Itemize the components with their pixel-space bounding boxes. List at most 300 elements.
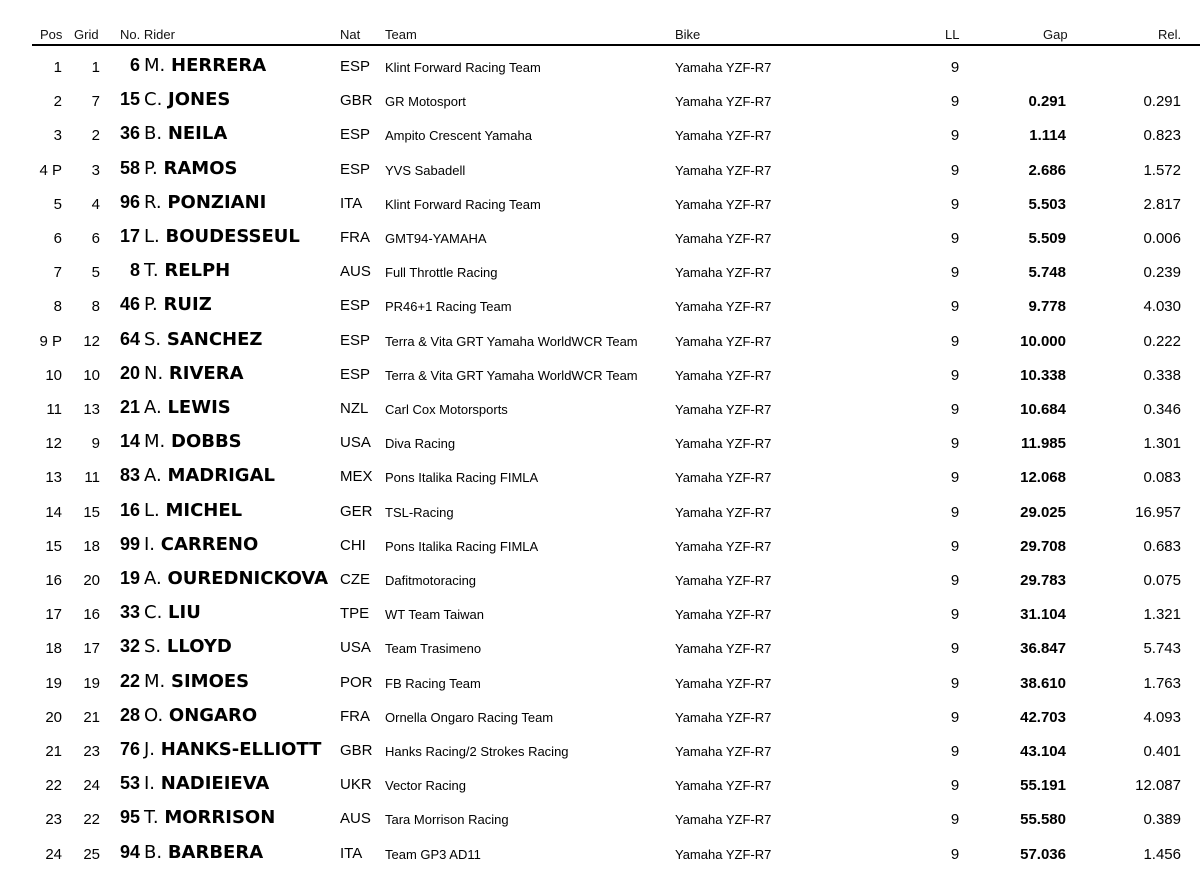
- rider-name: [144, 807, 275, 828]
- rider-name: [144, 158, 237, 179]
- table-row: [0, 187, 1200, 221]
- rider-surname: JONES: [168, 89, 231, 111]
- rider-number: 94: [119, 841, 140, 862]
- rider-initial: C.: [144, 89, 163, 111]
- table-row: [0, 255, 1200, 289]
- team-cell: Dafitmotoracing: [385, 573, 477, 588]
- grid-cell: 18: [83, 537, 100, 555]
- bike-cell: Yamaha YZF-R7: [675, 333, 772, 349]
- grid-cell: 3: [91, 161, 100, 179]
- table-row: [0, 324, 1200, 358]
- bike-cell: Yamaha YZF-R7: [675, 436, 772, 452]
- results-table-header: [0, 20, 1200, 46]
- rider-name: [144, 397, 231, 418]
- table-row: [0, 392, 1200, 426]
- bike-cell: Yamaha YZF-R7: [675, 846, 772, 862]
- grid-cell: 21: [83, 708, 100, 726]
- table-row: [0, 666, 1200, 700]
- rider-number: 46: [119, 294, 140, 315]
- position-cell: 22: [45, 777, 62, 795]
- rider-initial: A.: [144, 397, 162, 418]
- grid-cell: 23: [83, 743, 100, 760]
- rider-surname: BARBERA: [167, 841, 264, 863]
- gap-cell: 10.000: [1020, 332, 1066, 350]
- laps-led-cell: 9: [950, 674, 960, 692]
- laps-led-cell: 9: [950, 845, 960, 863]
- rider-surname: ONGARO: [168, 704, 258, 726]
- rider-name: [144, 773, 269, 794]
- rider-name: [144, 465, 275, 486]
- table-row: [0, 495, 1200, 529]
- relative-gap-cell: 1.572: [1143, 161, 1181, 179]
- nationality-cell: MEX: [340, 468, 373, 486]
- laps-led-cell: 9: [950, 537, 960, 555]
- relative-gap-cell: 1.321: [1143, 606, 1181, 624]
- position-cell: 23: [45, 811, 62, 829]
- rider-initial: I.: [144, 773, 156, 795]
- table-row: [0, 426, 1200, 460]
- relative-gap-cell: 0.291: [1143, 93, 1181, 111]
- rider-initial: N.: [144, 362, 164, 384]
- relative-gap-cell: 0.239: [1143, 264, 1181, 282]
- position-cell: 2: [53, 93, 62, 111]
- header-grid: Grid: [74, 27, 99, 42]
- header-ll: LL: [945, 27, 960, 42]
- position-cell: 8: [53, 298, 62, 316]
- bike-cell: Yamaha YZF-R7: [675, 812, 772, 828]
- gap-cell: 38.610: [1020, 674, 1066, 692]
- rider-initial: M.: [144, 55, 166, 76]
- rider-number: 58: [119, 157, 140, 178]
- gap-cell: 42.703: [1020, 708, 1066, 726]
- team-cell: Pons Italika Racing FIMLA: [385, 470, 539, 486]
- relative-gap-cell: 0.823: [1143, 127, 1181, 145]
- table-row: [0, 837, 1200, 871]
- bike-cell: Yamaha YZF-R7: [675, 709, 772, 725]
- grid-cell: 8: [91, 298, 100, 316]
- gap-cell: 2.686: [1028, 161, 1066, 179]
- position-cell: 7: [53, 264, 62, 282]
- nationality-cell: FRA: [340, 229, 370, 246]
- rider-number: 76: [119, 739, 140, 759]
- team-cell: Diva Racing: [385, 436, 456, 452]
- team-cell: GMT94-YAMAHA: [385, 231, 487, 246]
- rider-name: [144, 123, 227, 144]
- rider-number: 53: [119, 773, 140, 794]
- nationality-cell: ESP: [340, 58, 371, 75]
- rider-name: [144, 636, 232, 657]
- table-row: [0, 221, 1200, 255]
- grid-cell: 12: [83, 332, 100, 350]
- rider-name: [144, 602, 201, 623]
- rider-name: [144, 260, 230, 281]
- relative-gap-cell: 0.222: [1143, 332, 1181, 350]
- relative-gap-cell: 12.087: [1135, 777, 1181, 795]
- laps-led-cell: 9: [950, 469, 960, 487]
- grid-cell: 16: [83, 606, 100, 624]
- team-cell: Vector Racing: [385, 778, 466, 794]
- header-rel: Rel.: [1158, 27, 1182, 42]
- bike-cell: Yamaha YZF-R7: [675, 504, 772, 520]
- rider-name: [144, 329, 262, 350]
- rider-initial: R.: [144, 191, 162, 213]
- grid-cell: 7: [91, 93, 100, 111]
- rider-number: 83: [119, 465, 140, 486]
- grid-cell: 4: [91, 195, 100, 213]
- grid-cell: 20: [83, 572, 100, 589]
- laps-led-cell: 9: [950, 401, 960, 418]
- nationality-cell: UKR: [340, 776, 372, 794]
- bike-cell: Yamaha YZF-R7: [675, 367, 772, 383]
- rider-name: [144, 363, 244, 384]
- laps-led-cell: 9: [950, 161, 960, 179]
- nationality-cell: ESP: [340, 331, 371, 349]
- rider-number: 28: [119, 704, 140, 725]
- position-cell: 17: [45, 606, 62, 624]
- gap-cell: 10.338: [1020, 366, 1066, 384]
- rider-initial: T.: [144, 807, 159, 829]
- nationality-cell: ESP: [340, 160, 371, 178]
- team-cell: Ampito Crescent Yamaha: [385, 128, 532, 144]
- bike-cell: Yamaha YZF-R7: [675, 128, 772, 144]
- rider-initial: I.: [144, 533, 156, 555]
- gap-cell: 31.104: [1020, 606, 1066, 624]
- rider-surname: RIVERA: [168, 362, 244, 384]
- rider-initial: J.: [144, 739, 156, 760]
- position-cell: 6: [53, 230, 62, 247]
- rider-name: [144, 192, 266, 213]
- rider-surname: PONZIANI: [167, 191, 267, 213]
- rider-surname: CARRENO: [160, 533, 259, 555]
- relative-gap-cell: 0.338: [1143, 366, 1181, 384]
- team-cell: GR Motosport: [385, 94, 466, 110]
- grid-cell: 5: [91, 264, 100, 282]
- position-cell: 12: [45, 435, 62, 453]
- header-pos: Pos: [40, 27, 63, 42]
- rider-initial: O.: [144, 704, 164, 726]
- rider-surname: RELPH: [164, 260, 231, 282]
- table-row: [0, 631, 1200, 665]
- bike-cell: Yamaha YZF-R7: [675, 675, 772, 691]
- team-cell: Klint Forward Racing Team: [385, 60, 541, 75]
- team-cell: PR46+1 Racing Team: [385, 299, 512, 315]
- rider-initial: B.: [144, 123, 163, 145]
- rider-number: 6: [129, 55, 140, 75]
- nationality-cell: AUS: [340, 263, 371, 281]
- position-cell: 10: [45, 366, 62, 384]
- team-cell: Hanks Racing/2 Strokes Racing: [385, 744, 569, 759]
- relative-gap-cell: 1.456: [1143, 845, 1181, 863]
- bike-cell: Yamaha YZF-R7: [675, 402, 772, 417]
- gap-cell: 29.708: [1020, 537, 1066, 555]
- header-nat: Nat: [340, 27, 361, 42]
- bike-cell: Yamaha YZF-R7: [675, 162, 772, 178]
- position-cell: 20: [45, 708, 62, 726]
- rider-name: [144, 500, 242, 521]
- rider-surname: OUREDNICKOVA: [167, 568, 329, 589]
- nationality-cell: ESP: [340, 365, 371, 383]
- table-row: [0, 734, 1200, 768]
- position-cell: 1: [53, 59, 62, 76]
- gap-cell: 11.985: [1020, 435, 1066, 453]
- position-cell: 3: [53, 127, 62, 145]
- grid-cell: 2: [91, 127, 100, 145]
- bike-cell: Yamaha YZF-R7: [675, 196, 772, 212]
- team-cell: Terra & Vita GRT Yamaha WorldWCR Team: [385, 333, 638, 349]
- rider-name: [144, 739, 321, 760]
- relative-gap-cell: 0.006: [1143, 230, 1181, 247]
- rider-name: [144, 705, 257, 726]
- laps-led-cell: 9: [950, 230, 960, 247]
- team-cell: Ornella Ongaro Racing Team: [385, 709, 554, 725]
- bike-cell: Yamaha YZF-R7: [675, 470, 772, 486]
- relative-gap-cell: 4.030: [1143, 298, 1181, 316]
- gap-cell: 1.114: [1029, 127, 1066, 145]
- relative-gap-cell: 0.683: [1143, 537, 1181, 555]
- gap-cell: 29.025: [1020, 503, 1066, 521]
- gap-cell: 12.068: [1020, 469, 1066, 487]
- relative-gap-cell: 0.075: [1143, 572, 1181, 589]
- rider-number: 16: [119, 499, 140, 520]
- nationality-cell: USA: [340, 639, 371, 657]
- nationality-cell: ITA: [340, 194, 363, 212]
- nationality-cell: CHI: [340, 536, 366, 554]
- rider-surname: MADRIGAL: [167, 465, 275, 487]
- table-row: [0, 153, 1200, 187]
- grid-cell: 13: [83, 401, 100, 418]
- rider-initial: P.: [144, 157, 158, 179]
- grid-cell: 10: [83, 366, 100, 384]
- gap-cell: 55.191: [1020, 777, 1066, 795]
- table-row: [0, 529, 1200, 563]
- team-cell: TSL-Racing: [385, 504, 454, 520]
- rider-name: [144, 671, 249, 692]
- position-cell: 16: [45, 572, 62, 589]
- laps-led-cell: 9: [950, 298, 960, 316]
- rider-initial: A.: [144, 568, 162, 589]
- rider-number: 64: [119, 328, 140, 349]
- nationality-cell: TPE: [340, 605, 370, 623]
- rider-initial: S.: [144, 328, 162, 350]
- rider-surname: NEILA: [167, 123, 228, 145]
- rider-initial: C.: [144, 602, 163, 624]
- table-row: [0, 358, 1200, 392]
- laps-led-cell: 9: [950, 811, 960, 829]
- rider-surname: SIMOES: [171, 670, 250, 692]
- rider-initial: L.: [144, 499, 160, 521]
- position-cell: 13: [45, 469, 62, 487]
- rider-number: 20: [119, 362, 140, 383]
- position-cell: 5: [53, 195, 62, 213]
- position-cell: 24: [45, 845, 62, 863]
- rider-surname: BOUDESSEUL: [165, 226, 300, 247]
- gap-cell: 43.104: [1020, 743, 1066, 760]
- relative-gap-cell: 0.401: [1143, 743, 1181, 760]
- gap-cell: 36.847: [1020, 640, 1066, 658]
- rider-number: 95: [119, 807, 140, 828]
- rider-number: 33: [119, 602, 140, 623]
- laps-led-cell: 9: [950, 606, 960, 624]
- table-row: [0, 50, 1200, 84]
- grid-cell: 15: [83, 503, 100, 521]
- rider-number: 14: [119, 431, 140, 452]
- laps-led-cell: 9: [950, 743, 960, 760]
- rider-initial: P.: [144, 294, 158, 316]
- bike-cell: Yamaha YZF-R7: [675, 299, 772, 315]
- rider-surname: MICHEL: [165, 499, 243, 521]
- team-cell: FB Racing Team: [385, 675, 481, 691]
- team-cell: Team Trasimeno: [385, 641, 482, 657]
- rider-surname: RUIZ: [163, 294, 212, 316]
- rider-name: [144, 226, 300, 247]
- relative-gap-cell: 0.346: [1143, 401, 1181, 418]
- rider-number: 15: [119, 89, 140, 110]
- position-cell: 15: [45, 537, 62, 555]
- nationality-cell: NZL: [340, 400, 369, 417]
- rider-initial: S.: [144, 636, 162, 658]
- nationality-cell: ITA: [340, 844, 363, 862]
- gap-cell: 5.748: [1028, 264, 1066, 282]
- rider-name: [144, 55, 266, 76]
- relative-gap-cell: 0.083: [1143, 469, 1181, 487]
- rider-initial: L.: [144, 226, 160, 247]
- laps-led-cell: 9: [950, 640, 960, 658]
- grid-cell: 11: [84, 469, 100, 487]
- nationality-cell: USA: [340, 434, 371, 452]
- rider-name: [144, 431, 242, 452]
- grid-cell: 22: [83, 811, 100, 829]
- gap-cell: 0.291: [1028, 93, 1066, 111]
- team-cell: YVS Sabadell: [385, 162, 466, 178]
- nationality-cell: GBR: [340, 92, 373, 110]
- gap-cell: 5.509: [1028, 230, 1066, 247]
- table-row: [0, 460, 1200, 494]
- rider-name: [144, 89, 230, 110]
- nationality-cell: AUS: [340, 810, 371, 828]
- team-cell: Klint Forward Racing Team: [385, 196, 541, 212]
- team-cell: Terra & Vita GRT Yamaha WorldWCR Team: [385, 367, 638, 383]
- bike-cell: Yamaha YZF-R7: [675, 60, 772, 75]
- position-cell: 18: [45, 640, 62, 658]
- bike-cell: Yamaha YZF-R7: [675, 231, 772, 246]
- laps-led-cell: 9: [950, 708, 960, 726]
- rider-initial: T.: [144, 260, 159, 282]
- bike-cell: Yamaha YZF-R7: [675, 607, 772, 623]
- bike-cell: Yamaha YZF-R7: [675, 641, 772, 657]
- grid-cell: 19: [83, 674, 100, 692]
- laps-led-cell: 9: [950, 435, 960, 453]
- grid-cell: 9: [91, 435, 100, 453]
- rider-number: 19: [119, 568, 140, 588]
- bike-cell: Yamaha YZF-R7: [675, 265, 772, 281]
- team-cell: Tara Morrison Racing: [385, 812, 509, 828]
- table-row: [0, 768, 1200, 802]
- gap-cell: 57.036: [1020, 845, 1066, 863]
- laps-led-cell: 9: [950, 572, 960, 589]
- rider-name: [144, 534, 258, 555]
- nationality-cell: CZE: [340, 571, 370, 588]
- grid-cell: 1: [91, 59, 100, 76]
- grid-cell: 24: [83, 777, 100, 795]
- nationality-cell: ESP: [340, 297, 371, 315]
- laps-led-cell: 9: [950, 93, 960, 111]
- rider-number: 36: [119, 123, 140, 144]
- rider-number: 32: [119, 636, 140, 657]
- team-cell: WT Team Taiwan: [385, 607, 484, 623]
- position-cell: 19: [45, 674, 62, 692]
- rider-number: 22: [119, 670, 140, 691]
- rider-surname: NADIEIEVA: [160, 773, 270, 795]
- nationality-cell: ESP: [340, 126, 371, 144]
- position-cell: 11: [46, 401, 62, 418]
- bike-cell: Yamaha YZF-R7: [675, 744, 772, 759]
- rider-initial: M.: [144, 431, 166, 453]
- rider-initial: A.: [144, 465, 162, 487]
- nationality-cell: GBR: [340, 742, 373, 759]
- team-cell: Carl Cox Motorsports: [385, 402, 508, 417]
- header-bike: Bike: [675, 27, 701, 42]
- relative-gap-cell: 1.301: [1143, 435, 1181, 453]
- rider-surname: LLOYD: [166, 636, 232, 658]
- gap-cell: 9.778: [1028, 298, 1066, 316]
- grid-cell: 17: [83, 640, 100, 658]
- bike-cell: Yamaha YZF-R7: [675, 538, 772, 554]
- laps-led-cell: 9: [950, 195, 960, 213]
- position-cell: 14: [45, 503, 62, 521]
- laps-led-cell: 9: [950, 366, 960, 384]
- rider-number: 8: [129, 260, 140, 281]
- rider-surname: DOBBS: [171, 431, 242, 453]
- position-cell: 9 P: [39, 332, 62, 350]
- table-row: [0, 289, 1200, 323]
- rider-name: [144, 842, 263, 863]
- relative-gap-cell: 5.743: [1143, 640, 1181, 658]
- table-row: [0, 118, 1200, 152]
- laps-led-cell: 9: [950, 127, 960, 145]
- rider-name: [144, 294, 212, 315]
- rider-initial: M.: [144, 670, 166, 692]
- bike-cell: Yamaha YZF-R7: [675, 94, 772, 110]
- laps-led-cell: 9: [950, 332, 960, 350]
- laps-led-cell: 9: [950, 503, 960, 521]
- table-row: [0, 802, 1200, 836]
- relative-gap-cell: 4.093: [1143, 708, 1181, 726]
- nationality-cell: FRA: [340, 707, 370, 725]
- header-gap: Gap: [1043, 27, 1068, 42]
- bike-cell: Yamaha YZF-R7: [675, 778, 772, 794]
- grid-cell: 6: [91, 230, 100, 247]
- rider-surname: LEWIS: [167, 397, 231, 418]
- rider-surname: HANKS-ELLIOTT: [160, 739, 322, 760]
- team-cell: Team GP3 AD11: [385, 846, 481, 862]
- team-cell: Full Throttle Racing: [385, 265, 498, 281]
- gap-cell: 5.503: [1028, 195, 1066, 213]
- position-cell: 21: [45, 743, 62, 760]
- bike-cell: Yamaha YZF-R7: [675, 573, 772, 588]
- rider-initial: B.: [144, 841, 163, 863]
- table-row: [0, 700, 1200, 734]
- rider-number: 96: [119, 191, 140, 212]
- rider-surname: RAMOS: [163, 157, 238, 179]
- header-team: Team: [385, 27, 417, 42]
- gap-cell: 10.684: [1020, 401, 1066, 418]
- team-cell: Pons Italika Racing FIMLA: [385, 538, 539, 554]
- rider-surname: MORRISON: [164, 807, 276, 829]
- gap-cell: 29.783: [1020, 572, 1066, 589]
- rider-name: [144, 568, 328, 589]
- rider-number: 17: [119, 226, 140, 246]
- gap-cell: 55.580: [1020, 811, 1066, 829]
